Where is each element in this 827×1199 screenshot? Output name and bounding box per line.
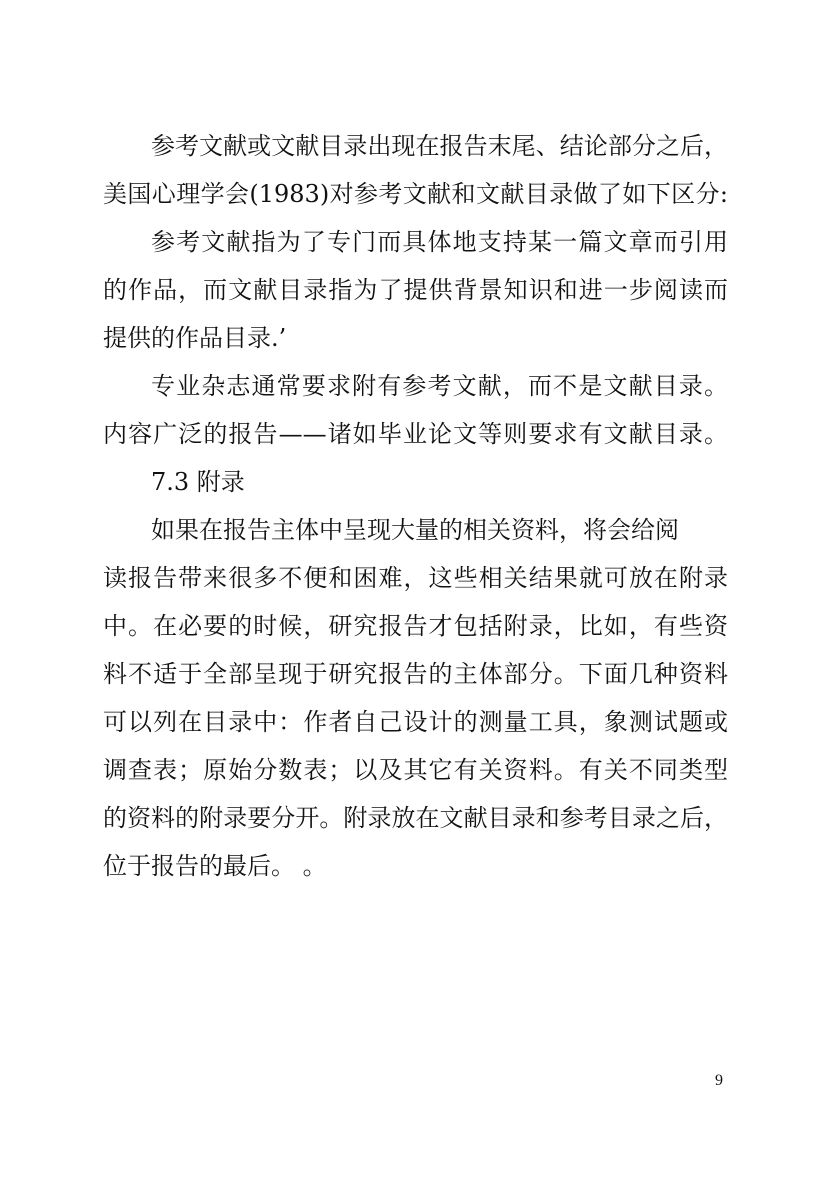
text-line: 美国心理学会(1983)对参考文献和文献目录做了如下区分: <box>103 180 728 208</box>
text-line: 料不适于全部呈现于研究报告的主体部分。下面几种资料 <box>103 660 728 688</box>
text-line: 读报告带来很多不便和困难，这些相关结果就可放在附录 <box>103 564 728 592</box>
text-line: 调查表；原始分数表；以及其它有关资料。有关不同类型 <box>103 756 728 784</box>
text-line: 提供的作品目录.’ <box>103 324 287 352</box>
text-line: 如果在报告主体中呈现大量的相关资料，将会给阅 <box>151 516 679 544</box>
text-line: 参考文献或文献目录出现在报告末尾、结论部分之后， <box>151 132 728 160</box>
body-text <box>103 122 728 890</box>
text-line: 中。在必要的时候，研究报告才包括附录，比如，有些资 <box>103 612 728 640</box>
text-line: 参考文献指为了专门而具体地支持某一篇文章而引用 <box>151 228 728 256</box>
text-line: 的作品，而文献目录指为了提供背景知识和进一步阅读而 <box>103 276 728 304</box>
text-line: 内容广泛的报告——诸如毕业论文等则要求有文献目录。 <box>103 420 728 448</box>
text-line: 专业杂志通常要求附有参考文献，而不是文献目录。 <box>151 372 728 400</box>
page-number: 9 <box>715 1072 723 1089</box>
text-line: 的资料的附录要分开。附录放在文献目录和参考目录之后， <box>103 804 728 832</box>
text-line: 位于报告的最后。 。 <box>103 852 327 880</box>
section-heading: 7.3 附录 <box>151 468 245 496</box>
text-line: 可以列在目录中：作者自己设计的测量工具，象测试题或 <box>103 708 728 736</box>
